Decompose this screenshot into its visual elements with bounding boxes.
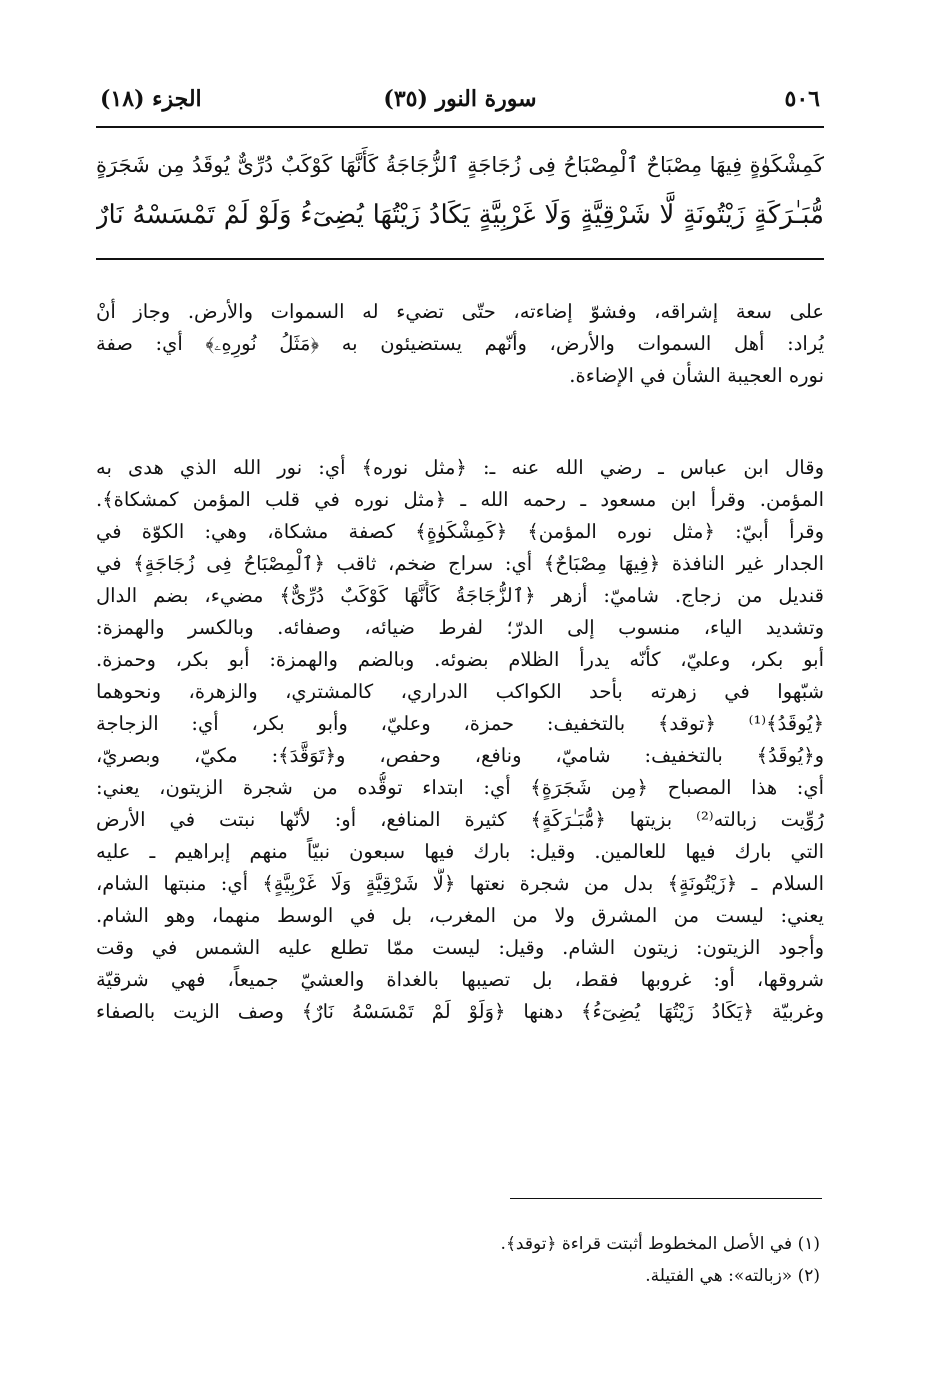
commentary-line: وأجود الزيتون: زيتون الشام. وقيل: ليست ممّا تطلع عليه الشمس في وقت — [96, 936, 824, 959]
footnotes — [96, 1228, 820, 1292]
commentary-line: التي بارك فيها للعالمين. وقيل: بارك فيها سبعون نبيّاً منهم إبراهيم ـ عليه — [96, 840, 824, 863]
commentary-line: و﴿يُوقَدُ﴾ بالتخفيف: شاميّ، ونافع، وحفص، و﴿تَوَقَّدَ﴾: مكيّ، وبصريّ، — [96, 744, 824, 767]
commentary-line: أي: هذا المصباح ﴿مِن شَجَرَةٍ﴾ أي: ابتداء توقُّده من شجرة الزيتون، يعني: — [96, 776, 824, 799]
commentary-line: يُراد: أهل السموات والأرض، وأنّهم يستضيئون به ﴿مَثَلُ نُورِهِۦ﴾ أي: صفة — [96, 332, 824, 355]
page-number: ٥٠٦ — [784, 86, 820, 112]
commentary-line: وتشديد الياء، منسوب إلى الدرّ؛ لفرط ضيائه، وصفائه. وبالكسر والهمزة: — [96, 616, 824, 639]
quran-verse — [96, 140, 824, 240]
header-divider — [96, 126, 824, 128]
verse-divider — [96, 258, 824, 260]
commentary-line: وغربيّة ﴿يَكَادُ زَيْتُهَا يُضِىٓءُ﴾ دهنها ﴿وَلَوْ لَمْ تَمْسَسْهُ نَارٌ﴾ وصف الزيت بالصفاء — [96, 1000, 824, 1023]
commentary-line: وقال ابن عباس ـ رضي الله عنه ـ: ﴿مثل نوره﴾ أي: نور الله الذي هدى به — [96, 456, 824, 479]
verse-line: كَمِشْكَوٰةٍ فِيهَا مِصْبَاحٌ ٱلْمِصْبَاحُ فِى زُجَاجَةٍ ٱلزُّجَاجَةُ كَأَنَّهَا كَوْكَبٌ دُرِّىٌّ يُوقَدُ مِن شَجَرَةٍ — [96, 153, 824, 177]
commentary-line: قنديل من زجاج. شاميّ: أزهر ﴿ٱلزُّجَاجَةُ كَأَنَّهَا كَوْكَبٌ دُرِّىٌّ﴾ مضيء، بضم الدال — [96, 584, 824, 607]
footnote: (١) في الأصل المخطوط أثبتت قراءة ﴿توقد﴾. — [500, 1234, 820, 1254]
commentary-line: المؤمن. وقرأ ابن مسعود ـ رحمه الله ـ ﴿مثل نوره في قلب المؤمن كمشكاة﴾. — [96, 488, 824, 511]
surah-title: سورة النور (٣٥) — [383, 86, 537, 112]
footnote-divider — [510, 1198, 822, 1199]
commentary-line: يعني: ليست من المشرق ولا من المغرب، بل في الوسط منهما، وهو الشام. — [96, 904, 824, 927]
commentary-line: رُوِّيت زبالته⁽²⁾ بزيتها ﴿مُّبَـٰرَكَةٍ﴾ كثيرة المنافع، أو: لأنّها نبتت في الأرض — [96, 808, 824, 831]
verse-line: مُّبَـٰرَكَةٍ زَيْتُونَةٍ لَّا شَرْقِيَّةٍ وَلَا غَرْبِيَّةٍ يَكَادُ زَيْتُهَا يُضِىٓءُ وَلَوْ لَمْ تَمْسَسْهُ نَارٌ — [96, 200, 824, 230]
commentary-line: نوره العجيبة الشأن في الإضاءة. — [569, 364, 824, 387]
commentary-line: شبّهوا في زهرته بأحد الكواكب الدراري، كالمشتري، والزهرة، ونحوهما — [96, 680, 824, 703]
commentary-paragraph — [96, 452, 824, 1028]
commentary-paragraph — [96, 296, 824, 392]
commentary-line: الجدار غير النافذة ﴿فِيهَا مِصْبَاحٌ﴾ أي: سراج ضخم، ثاقب ﴿ٱلْمِصْبَاحُ فِى زُجَاجَةٍ﴾ في — [96, 552, 824, 575]
commentary-line: السلام ـ ﴿زَيْتُونَةٍ﴾ بدل من شجرة نعتها ﴿لَّا شَرْقِيَّةٍ وَلَا غَرْبِيَّةٍ﴾ أي: منبتها الشام، — [96, 872, 824, 895]
commentary-line: على سعة إشراقه، وفشوّ إضاءته، حتّى تضيء له السموات والأرض. وجاز أنْ — [96, 300, 824, 323]
page-header — [100, 86, 820, 120]
commentary-line: ﴿يُوقَدُ﴾⁽¹⁾ ﴿توقد﴾ بالتخفيف: حمزة، وعليّ، وأبو بكر، أي: الزجاجة — [96, 712, 824, 735]
footnote: (٢) «زبالته»: هي الفتيلة. — [645, 1266, 820, 1286]
commentary-line: أبو بكر، وعليّ، كأنّه يدرأ الظلام بضوئه. وبالضم والهمزة: أبو بكر، وحمزة. — [96, 648, 824, 671]
commentary-line: وقرأ أبيّ: ﴿مثل نوره المؤمن﴾ ﴿كَمِشْكَوٰةٍ﴾ كصفة مشكاة، وهي: الكوّة في — [96, 520, 824, 543]
commentary-line: شروقها، أو: غروبها فقط، بل تصيبها بالغداة والعشيّ جميعاً، فهي شرقيّة — [96, 968, 824, 991]
juz-label: الجزء (١٨) — [100, 86, 202, 112]
